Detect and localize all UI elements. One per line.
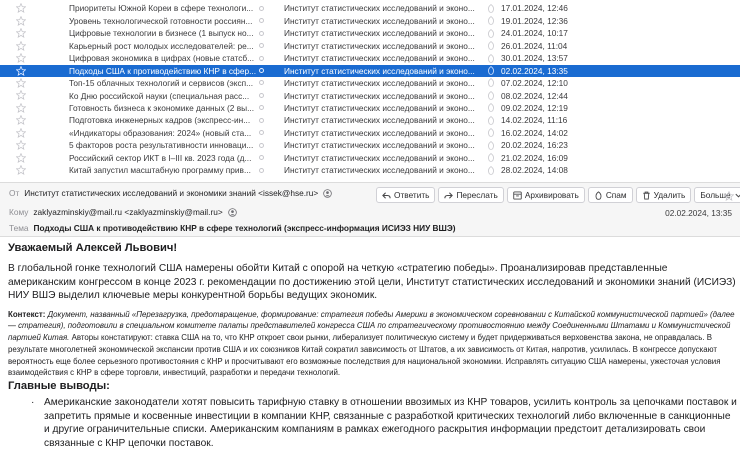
message-date: 24.01.2024, 10:17 — [501, 28, 568, 39]
spam-button[interactable] — [588, 187, 633, 203]
bullet-text: Американские законодатели хотят повысить тарифную ставку в отношении ввозимых из КНР товаров, усилить контроль за цепочками поставок и запретить прямые и косвенные инвестиции в компании КНР, связанные с разработкой критических технологий либо включенные в санкционные и другие ограничительные списки. Американским компаниям в рамках ежегодного раскрытия информации предстоит детализировать свои связанные с КНР цепочки поставок. — [44, 397, 737, 449]
message-header — [0, 182, 740, 237]
junk-status-icon[interactable] — [487, 153, 495, 162]
star-icon[interactable] — [16, 128, 26, 138]
subject-value: Подходы США к противодействию КНР в сфере технологий (экспресс-информация ИСИЭЗ НИУ ВШЭ) — [33, 223, 456, 233]
read-status-icon[interactable] — [259, 31, 264, 36]
junk-status-icon[interactable] — [487, 29, 495, 38]
junk-status-icon[interactable] — [487, 66, 495, 75]
read-status-icon[interactable] — [259, 68, 264, 73]
message-subject: Цифровые технологии в бизнесе (1 выпуск но... — [69, 28, 254, 39]
message-row[interactable] — [0, 114, 740, 126]
spam-label: Спам — [605, 190, 627, 200]
message-subject: Ко Дню российской науки (специальная расс... — [69, 90, 250, 101]
junk-status-icon[interactable] — [487, 128, 495, 137]
from-value[interactable]: Институт статистических исследований и экономики знаний <issek@hse.ru> — [24, 188, 319, 198]
message-row[interactable] — [0, 65, 740, 77]
findings-title: Главные выводы: — [8, 380, 110, 392]
to-value[interactable]: zaklyazminskiy@mail.ru <zaklyazminskiy@mail.ru> — [33, 207, 223, 217]
junk-status-icon[interactable] — [487, 4, 495, 13]
from-label: От — [9, 188, 20, 198]
message-sender: Институт статистических исследований и эконо... — [284, 90, 475, 101]
subject-label: Тема — [9, 223, 29, 233]
star-icon[interactable] — [16, 115, 26, 125]
message-list — [0, 0, 740, 182]
message-sender: Институт статистических исследований и эконо... — [284, 140, 475, 151]
star-icon[interactable] — [724, 191, 734, 201]
message-subject: «Индикаторы образования: 2024» (новый ста... — [69, 127, 252, 138]
star-icon[interactable] — [16, 103, 26, 113]
message-sender: Институт статистических исследований и эконо... — [284, 15, 475, 26]
star-icon[interactable] — [16, 28, 26, 38]
message-sender: Институт статистических исследований и эконо... — [284, 65, 475, 76]
message-subject: Готовность бизнеса к экономике данных (2 вы... — [69, 102, 255, 113]
star-icon[interactable] — [16, 90, 26, 100]
message-row[interactable] — [0, 2, 740, 14]
read-status-icon[interactable] — [259, 93, 264, 98]
message-row[interactable] — [0, 102, 740, 114]
message-row[interactable] — [0, 40, 740, 52]
message-subject: Китай запустил масштабную программу прив... — [69, 165, 251, 176]
message-date: 21.02.2024, 16:09 — [501, 152, 568, 163]
message-date: 28.02.2024, 14:08 — [501, 165, 568, 176]
message-subject: Топ-15 облачных технологий и сервисов (эксп... — [69, 78, 254, 89]
archive-icon — [513, 191, 522, 200]
message-subject: Цифровая экономика в цифрах (новые статсб... — [69, 53, 255, 64]
forward-label: Переслать — [456, 190, 498, 200]
junk-status-icon[interactable] — [487, 16, 495, 25]
add-contact-icon[interactable] — [323, 189, 332, 198]
reply-label: Ответить — [394, 190, 430, 200]
message-subject: Приоритеты Южной Кореи в сфере технологи... — [69, 3, 254, 14]
junk-status-icon[interactable] — [487, 41, 495, 50]
reply-icon — [382, 191, 391, 200]
message-sender: Институт статистических исследований и эконо... — [284, 102, 475, 113]
forward-icon — [444, 191, 453, 200]
message-subject: Подготовка инженерных кадров (экспресс-ин... — [69, 115, 251, 126]
context-text: Авторы констатируют: ставка США на то, что КНР откроет свои рынки, либерализует политическую систему и будет придерживаться верховенства закона, не оправдалась. В результате многолетней экономической экспансии против США и их союзников Китай сократил зависимость от Штатов, а их зависимость от Китая, напротив, усилилась. В конгрессе допускают вероятность еще более серьезного противостояния с КНР и просчитывают его возможные последствия для национальной экономики. Исправлять ситуацию США намерены, ужесточая условия взаимодействия с КНР в сфере торговли, инвестиций, разработки и передачи технологий. — [8, 333, 721, 378]
archive-button[interactable] — [507, 187, 585, 203]
message-sender: Институт статистических исследований и эконо... — [284, 115, 475, 126]
context-paragraph: Контекст: Документ, названный «Перезагрузка, предотвращение, формирование: стратегия победы Америки в экономическом соревновании с Китайской коммунистической партией» (далее — стратегия), подготовили в специальном комитете палаты представителей конгресса США по стратегическому противостоянию между Соединенными Штатами и Коммунистической партией Китая. Авторы констатируют: ставка США на то, что КНР откроет свои рынки, либерализует политическую систему и будет придерживаться верховенства закона, не оправдалась. В результате многолетней экономической экспансии против США и их союзников Китай сократил зависимость от Штатов, а их зависимость от Китая, напротив, усилилась. В конгрессе допускают вероятность еще более серьезного противостояния с КНР и просчитывают его возможные последствия для национальной экономики. Исправлять ситуацию США намерены, ужесточая условия взаимодействия с КНР в сфере торговли, инвестиций, разработки и передачи технологий. — [8, 309, 735, 378]
junk-status-icon[interactable] — [487, 91, 495, 100]
star-icon[interactable] — [16, 78, 26, 88]
reply-button[interactable] — [376, 187, 435, 203]
read-status-icon[interactable] — [259, 56, 264, 61]
message-date: 20.02.2024, 16:23 — [501, 140, 568, 151]
message-sender: Институт статистических исследований и эконо... — [284, 152, 475, 163]
star-icon[interactable] — [16, 3, 26, 13]
message-row[interactable] — [0, 89, 740, 101]
message-row[interactable] — [0, 77, 740, 89]
message-sender: Институт статистических исследований и эконо... — [284, 40, 475, 51]
trash-icon — [642, 191, 651, 200]
context-italic: Документ, названный «Перезагрузка, предотвращение, формирование: стратегия победы Америки в экономическом соревновании с Китайской коммунистической партией» (далее — стратегия), подготовили в специальном комитете палаты представителей конгресса США по стратегическому противостоянию между Соединенными Штатами и Коммунистической партией Китая. — [8, 309, 735, 343]
junk-status-icon[interactable] — [487, 116, 495, 125]
greeting: Уважаемый Алексей Львович! — [8, 242, 178, 254]
star-icon[interactable] — [16, 41, 26, 51]
more-label: Больше — [700, 190, 731, 200]
message-date: 19.01.2024, 12:36 — [501, 15, 568, 26]
spam-icon — [594, 191, 603, 200]
star-icon[interactable] — [16, 153, 26, 163]
junk-status-icon[interactable] — [487, 78, 495, 87]
subject-line — [9, 223, 456, 233]
message-subject: Уровень технологической готовности россиян... — [69, 15, 253, 26]
to-line — [9, 207, 237, 217]
message-subject: 5 факторов роста результативности инноваци... — [69, 140, 254, 151]
message-date: 14.02.2024, 11:16 — [501, 115, 568, 126]
message-row[interactable] — [0, 27, 740, 39]
message-subject: Карьерный рост молодых исследователей: ре... — [69, 40, 254, 51]
message-sender: Институт статистических исследований и эконо... — [284, 127, 475, 138]
chevron-down-icon — [734, 191, 740, 200]
intro-paragraph: В глобальной гонке технологий США намерены обойти Китай с опорой на четкую «стратегию победы». Проанализировав представленные американским конгрессом в конце 2023 г. рекомендации по достижению этой цели, Институт статистических исследований и экономики знаний (ИСИЭЗ) НИУ ВШЭ выделил ключевые меры конкурентной борьбы ведущих экономик. — [8, 263, 736, 302]
bullet-marker: · — [31, 397, 35, 408]
message-row[interactable] — [0, 127, 740, 139]
message-row[interactable] — [0, 139, 740, 151]
junk-status-icon[interactable] — [487, 141, 495, 150]
findings-bullet — [8, 396, 738, 450]
to-label: Кому — [9, 207, 29, 217]
message-date: 02.02.2024, 13:35 — [665, 208, 732, 218]
message-subject: Подходы США к противодействию КНР в сфер... — [69, 65, 257, 76]
message-sender: Институт статистических исследований и эконо... — [284, 165, 475, 176]
star-icon[interactable] — [16, 140, 26, 150]
star-icon[interactable] — [16, 53, 26, 63]
message-date: 26.01.2024, 11:04 — [501, 40, 568, 51]
message-sender: Институт статистических исследований и эконо... — [284, 3, 475, 14]
from-line — [9, 188, 332, 198]
archive-label: Архивировать — [524, 190, 579, 200]
message-row[interactable] — [0, 15, 740, 27]
add-contact-icon[interactable] — [228, 208, 237, 217]
delete-label: Удалить — [653, 190, 686, 200]
message-date: 07.02.2024, 12:10 — [501, 78, 568, 89]
message-date: 09.02.2024, 12:19 — [501, 102, 568, 113]
message-toolbar — [376, 187, 740, 203]
junk-status-icon[interactable] — [487, 103, 495, 112]
message-row[interactable] — [0, 152, 740, 164]
message-row[interactable] — [0, 52, 740, 64]
star-icon[interactable] — [16, 165, 26, 175]
message-date: 16.02.2024, 14:02 — [501, 127, 568, 138]
message-row[interactable] — [0, 164, 740, 176]
junk-status-icon[interactable] — [487, 54, 495, 63]
junk-status-icon[interactable] — [487, 166, 495, 175]
read-status-icon[interactable] — [259, 143, 264, 148]
read-status-icon[interactable] — [259, 118, 264, 123]
message-date: 08.02.2024, 12:44 — [501, 90, 568, 101]
delete-button[interactable] — [636, 187, 692, 203]
forward-button[interactable] — [438, 187, 503, 203]
message-date: 17.01.2024, 12:46 — [501, 3, 568, 14]
star-icon[interactable] — [16, 16, 26, 26]
message-date: 02.02.2024, 13:35 — [501, 65, 568, 76]
message-sender: Институт статистических исследований и эконо... — [284, 28, 475, 39]
message-body — [8, 240, 738, 450]
read-status-icon[interactable] — [259, 6, 264, 11]
message-subject: Российский сектор ИКТ в I–III кв. 2023 года (д... — [69, 152, 252, 163]
context-label: Контекст — [8, 309, 43, 319]
message-date: 30.01.2024, 13:57 — [501, 53, 568, 64]
message-sender: Институт статистических исследований и эконо... — [284, 78, 475, 89]
read-status-icon[interactable] — [259, 168, 264, 173]
message-sender: Институт статистических исследований и эконо... — [284, 53, 475, 64]
star-icon[interactable] — [16, 66, 26, 76]
